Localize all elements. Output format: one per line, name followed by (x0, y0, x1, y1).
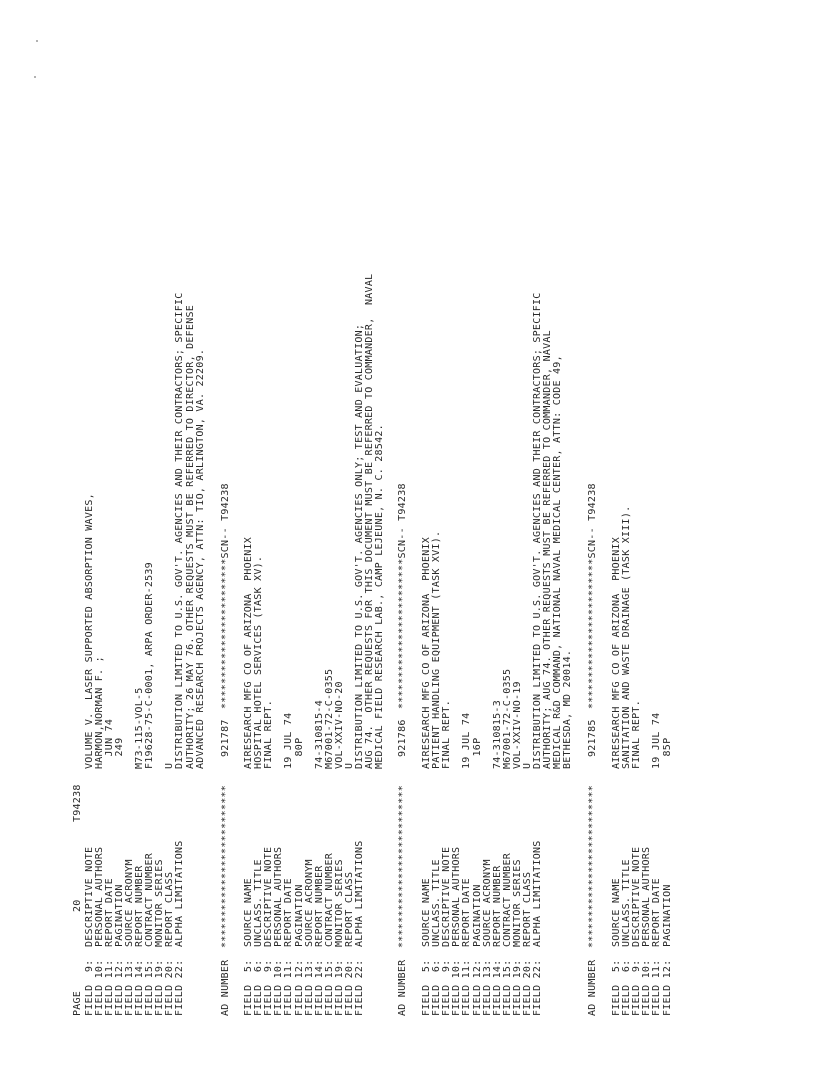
field-value: M73-115-VOL-5 (134, 687, 145, 769)
field-label: FIELD 12: PAGINATION (113, 884, 125, 1016)
field-value: MEDICAL FIELD RESEARCH LAB., CAMP LEJEUNE, N. C. 28542. (374, 424, 386, 769)
field-value: MEDICAL R&D COMMAND, NATIONAL NAVAL MEDICAL CENTER, ATTN: CODE 49, (552, 355, 564, 769)
field-value: ADVANCED RESEARCH PROJECTS AGENCY, ATTN: TIO, ARLINGTON, VA. 22209. (194, 348, 206, 769)
field-label: FIELD 15: CONTRACT NUMBER (501, 852, 513, 1016)
field-label: FIELD 9: DESCRIPTIVE NOTE (441, 846, 453, 1016)
field-label: FIELD 6: UNCLASS. TITLE (621, 859, 633, 1016)
field-label: FIELD 5: SOURCE NAME (243, 878, 254, 1016)
field-value: BETHESDA, MD 20014. (562, 649, 574, 769)
field-value: HOSPITAL HOTEL SERVICES (TASK XV). (253, 555, 265, 769)
field-label: FIELD 14: REPORT NUMBER (313, 865, 325, 1016)
field-value: FINAL REPT. (263, 700, 275, 769)
field-value: DISTRIBUTION LIMITED TO U.S. GOV'T. AGENCIES ONLY; TEST AND EVALUATION; (354, 323, 366, 769)
field-label: FIELD 12: PAGINATION (661, 884, 673, 1016)
field-value: U (344, 762, 355, 769)
field-label: FIELD 11: REPORT DATE (283, 878, 295, 1016)
ad-number-label: AD NUMBER (397, 959, 408, 1016)
field-label: FIELD 19: MONITOR SERIES (333, 859, 345, 1016)
document-id: T94238 (72, 784, 83, 822)
field-label: FIELD 22: ALPHA LIMITATIONS (354, 840, 366, 1016)
field-value: FINAL REPT. (441, 700, 453, 769)
scan-speck (34, 76, 36, 78)
field-label: FIELD 10: PERSONAL AUTHORS (641, 846, 653, 1016)
field-label: FIELD 12: PAGINATION (471, 884, 483, 1016)
ad-number: 921787 (220, 719, 231, 757)
field-value: DISTRIBUTION LIMITED TO U.S. GOV'T. AGENCIES AND THEIR CONTRACTORS; SPECIFIC (532, 292, 544, 769)
field-value: AIRESEARCH MFG CO OF ARIZONA PHOENIX (611, 536, 622, 769)
field-label: FIELD 15: CONTRACT NUMBER (323, 852, 335, 1016)
scn-line: ************************SCN-- T94238 (220, 483, 231, 709)
field-value: 16P (471, 737, 483, 769)
field-label: FIELD 20: REPORT CLASS (164, 871, 176, 1016)
field-label: FIELD 13: SOURCE ACRONYM (481, 859, 493, 1016)
field-label: FIELD 6: UNCLASS. TITLE (253, 859, 265, 1016)
field-label: FIELD 9: DESCRIPTIVE NOTE (263, 846, 275, 1016)
field-value: DISTRIBUTION LIMITED TO U.S. GOV'T. AGENCIES AND THEIR CONTRACTORS; SPECIFIC (174, 292, 186, 769)
page-label: PAGE (72, 990, 83, 1016)
field-label: FIELD 9: DESCRIPTIVE NOTE (631, 846, 643, 1016)
scn-line: ************************SCN-- T94238 (397, 483, 408, 709)
field-value: AUG 74. OTHER REQUESTS FOR THIS DOCUMENT MUST BE REFERRED TO COMMANDER, NAVAL (364, 273, 376, 769)
field-label: FIELD 19: MONITOR SERIES (511, 859, 523, 1016)
field-value: U (164, 762, 176, 769)
field-value: 85P (661, 737, 673, 769)
ad-number-label: AD NUMBER (220, 959, 231, 1016)
field-value: AUTHORITY; 26 MAY 76. OTHER REQUESTS MUST BE REFERRED TO DIRECTOR, DEFENSE (184, 304, 196, 769)
field-label: FIELD 14: REPORT NUMBER (134, 865, 145, 1016)
field-value: M67001-72-C-0355 (501, 668, 513, 769)
field-label: FIELD 13: SOURCE ACRONYM (123, 859, 135, 1016)
field-label: FIELD 5: SOURCE NAME (611, 878, 622, 1016)
field-value: AIRESEARCH MFG CO OF ARIZONA PHOENIX (243, 536, 254, 769)
field-value: PATIENT HANDLING EQUIPMENT (TASK XVI). (431, 530, 443, 769)
field-value: VOL-XXIV-NO-20 (333, 681, 345, 769)
field-value: M67001-72-C-0355 (323, 668, 335, 769)
page-number: 20 (72, 899, 83, 912)
scan-speck (36, 40, 38, 42)
ad-number: 921786 (397, 719, 408, 757)
field-label: FIELD 22: ALPHA LIMITATIONS (174, 840, 186, 1016)
field-value: 19 JUL 74 (651, 712, 663, 769)
field-label: FIELD 12: PAGINATION (293, 884, 305, 1016)
field-label: FIELD 13: SOURCE ACRONYM (303, 859, 315, 1016)
field-label: FIELD 10: PERSONAL AUTHORS (451, 846, 463, 1016)
separator-stars: ************************** (587, 784, 598, 948)
field-label: FIELD 11: REPORT DATE (651, 878, 663, 1016)
separator-stars: ************************** (220, 784, 231, 948)
field-value: HARMON,NORMAN F. ; (93, 656, 105, 769)
field-value: F19628-75-C-0001, ARPA ORDER-2539 (144, 562, 156, 769)
field-label: FIELD 10: PERSONAL AUTHORS (93, 846, 105, 1016)
field-label: FIELD 5: SOURCE NAME (421, 878, 432, 1016)
field-value: JUN 74 (103, 718, 115, 769)
field-label: FIELD 10: PERSONAL AUTHORS (273, 846, 285, 1016)
field-value: VOL-XXIV-NO-19 (511, 681, 523, 769)
field-label: FIELD 20: REPORT CLASS (344, 871, 355, 1016)
ad-number: 921785 (587, 719, 598, 757)
field-value: FINAL REPT. (631, 700, 643, 769)
field-value: 249 (113, 737, 125, 769)
field-label: FIELD 11: REPORT DATE (461, 878, 473, 1016)
ad-number-label: AD NUMBER (587, 959, 598, 1016)
scn-line: ************************SCN-- T94238 (587, 483, 598, 709)
field-label: FIELD 20: REPORT CLASS (522, 871, 533, 1016)
field-value: 19 JUL 74 (283, 712, 295, 769)
field-value: AUTHORITY; AUG 74. OTHER REQUESTS MUST BE REFERRED TO COMMANDER, NAVAL (542, 330, 554, 769)
field-value: U (522, 762, 533, 769)
field-value: 80P (293, 737, 305, 769)
field-value: 74-310815-3 (491, 700, 503, 769)
separator-stars: ************************** (397, 784, 408, 948)
field-label: FIELD 6: UNCLASS. TITLE (431, 859, 443, 1016)
field-value: 19 JUL 74 (461, 712, 473, 769)
field-label: FIELD 19: MONITOR SERIES (154, 859, 166, 1016)
field-label: FIELD 11: REPORT DATE (103, 878, 115, 1016)
field-label: FIELD 14: REPORT NUMBER (491, 865, 503, 1016)
field-label: FIELD 9: DESCRIPTIVE NOTE (83, 846, 95, 1016)
field-value: SANITATION AND WASTE DRAINAGE (TASK XIII). (621, 505, 633, 769)
field-value: VOLUME V. LASER SUPPORTED ABSORPTION WAVES, (83, 493, 95, 769)
field-label: FIELD 15: CONTRACT NUMBER (144, 852, 156, 1016)
field-value: AIRESEARCH MFG CO OF ARIZONA PHOENIX (421, 536, 432, 769)
field-value: 74-310815-4 (313, 700, 325, 769)
field-label: FIELD 22: ALPHA LIMITATIONS (532, 840, 544, 1016)
